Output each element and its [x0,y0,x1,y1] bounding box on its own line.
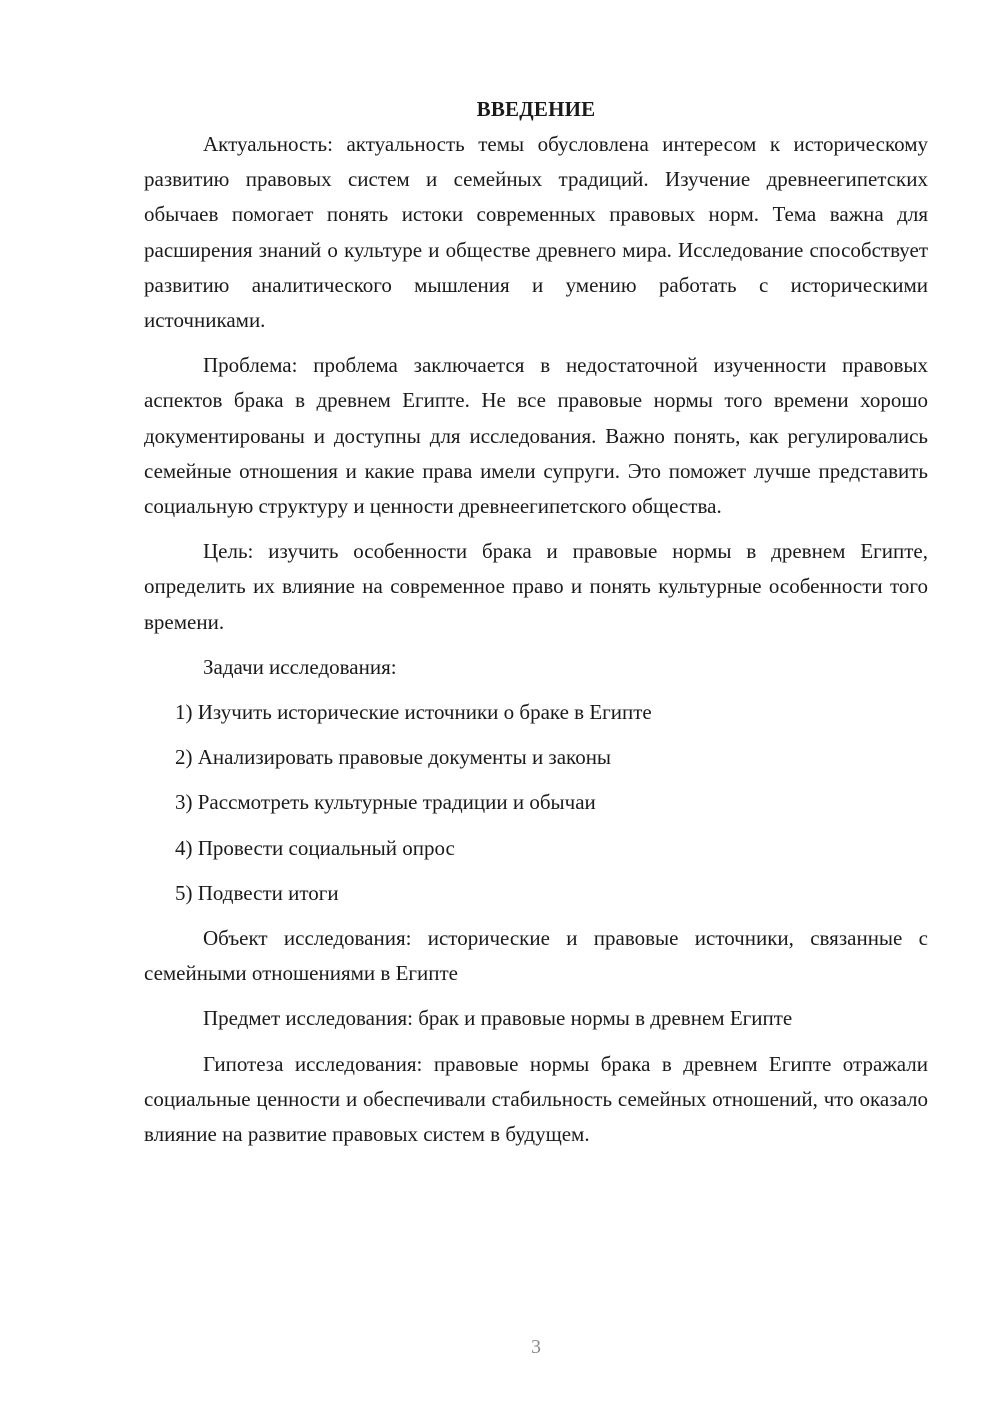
list-item: 5) Подвести итоги [175,880,339,905]
paragraph-subject: Предмет исследования: брак и правовые нормы в древнем Египте [203,1006,793,1031]
paragraph-object: Объект исследования: исторические и правовые источники, связанные с семейными отношениями в Египте [144,926,928,986]
paragraph-hypothesis: Гипотеза исследования: правовые нормы брака в древнем Египте отражали социальные ценности и обеспечивали стабильность семейных отношений, что оказало влияние на развитие правовых систем в будущем. [144,1051,928,1147]
list-item: 3) Рассмотреть культурные традиции и обычаи [175,790,596,815]
page-content [144,92,928,1162]
paragraph-relevance: Актуальность: актуальность темы обусловлена интересом к историческому развитию правовых систем и семейных традиций. Изучение древнеегипетских обычаев помогает понять истоки современных правовых норм. Тема важна для расширения знаний о культуре и обществе древнего мира. Исследование способствует развитию аналитического мышления и умению работать с историческими источниками. [144,132,928,333]
page-title: ВВЕДЕНИЕ [476,97,596,121]
tasks-list [144,695,928,911]
list-item: 2) Анализировать правовые документы и законы [175,745,612,770]
paragraph-problem: Проблема: проблема заключается в недостаточной изученности правовых аспектов брака в древнем Египте. Не все правовые нормы того времени хорошо документированы и доступны для исследования. Важно понять, как регулировались семейные отношения и какие права имели супруги. Это поможет лучше представить социальную структуру и ценности древнеегипетского общества. [144,353,928,519]
list-item: 4) Провести социальный опрос [175,835,455,860]
paragraph-goal: Цель: изучить особенности брака и правовые нормы в древнем Египте, определить их влияние на современное право и понять культурные особенности того времени. [144,539,928,634]
list-item: 1) Изучить исторические источники о браке в Египте [175,700,652,725]
paragraph-tasks-heading: Задачи исследования: [203,654,397,679]
page-number: 3 [531,1336,541,1358]
